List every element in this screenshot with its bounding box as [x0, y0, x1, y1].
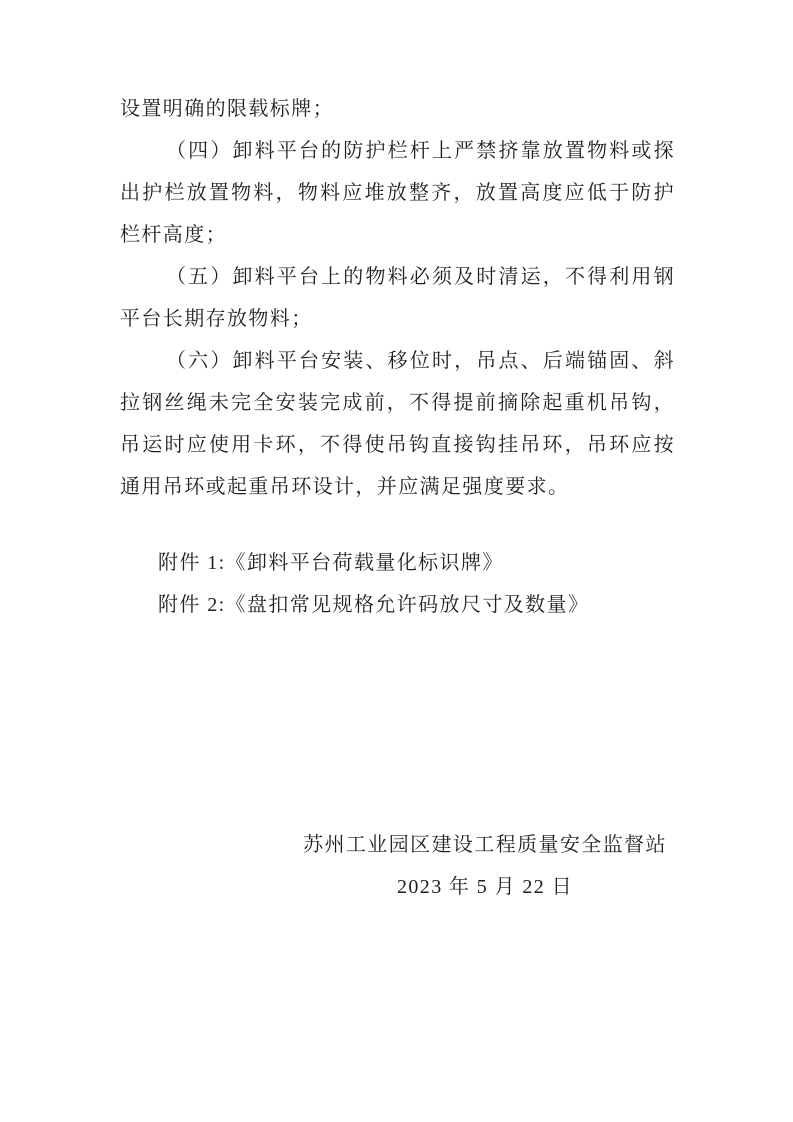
- signature-organization: 苏州工业园区建设工程质量安全监督站: [303, 834, 667, 856]
- document-body: [120, 88, 675, 908]
- attachment-line-1: 附件 1:《卸料平台荷载量化标识牌》: [158, 552, 504, 574]
- signature-block: [295, 824, 675, 908]
- signature-date: 2023 年 5 月 22 日: [397, 876, 573, 898]
- body-paragraph-item-5: （五）卸料平台上的物料必须及时清运，不得利用钢平台长期存放物料；: [120, 266, 675, 330]
- body-paragraph-item-6: （六）卸料平台安装、移位时，吊点、后端锚固、斜拉钢丝绳未完全安装完成前，不得提前摘除起重机吊钩，吊运时应使用卡环，不得使吊钩直接钩挂吊环，吊环应按通用吊环或起重吊环设计，并应满足强度要求。: [120, 350, 675, 498]
- attachment-line-2: 附件 2:《盘扣常见规格允许码放尺寸及数量》: [158, 594, 590, 616]
- attachment-list: [120, 542, 675, 626]
- body-paragraph-continuation: 设置明确的限载标牌；: [120, 98, 334, 120]
- body-paragraph-item-4: （四）卸料平台的防护栏杆上严禁挤靠放置物料或探出护栏放置物料，物料应堆放整齐，放置高度应低于防护栏杆高度；: [120, 140, 675, 246]
